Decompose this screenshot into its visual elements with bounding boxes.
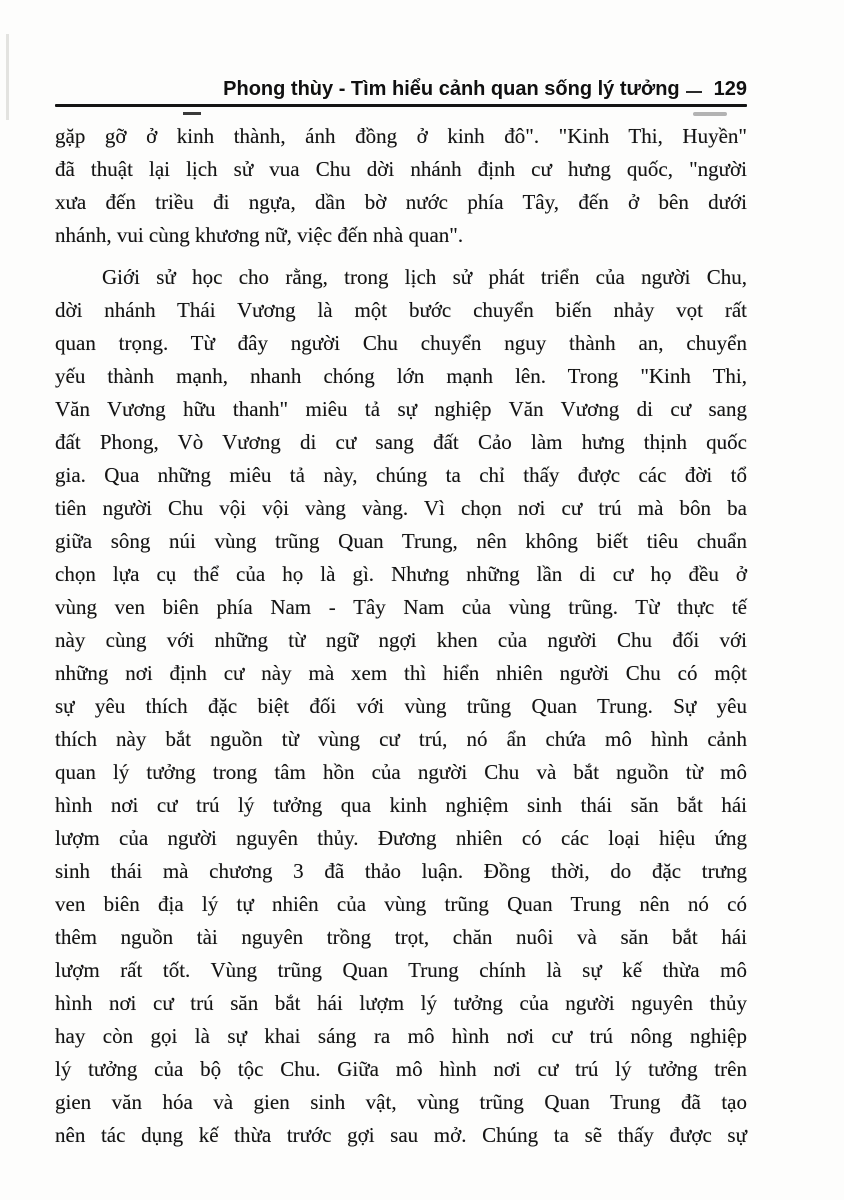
text-line: hình nơi cư trú lý tưởng qua kinh nghiệm sinh thái săn bắt hái: [55, 793, 747, 817]
text-line: hình nơi cư trú săn bắt hái lượm lý tưởng của người nguyên thủy: [55, 991, 747, 1015]
text-line: ven biên địa lý tự nhiên của vùng trũng Quan Trung nên nó có: [55, 892, 747, 916]
text-line: nên tác dụng kế thừa trước gợi sau mở. Chúng ta sẽ thấy được sự: [55, 1123, 747, 1147]
text-line: đã thuật lại lịch sử vua Chu dời nhánh định cư hưng quốc, "người: [55, 157, 747, 181]
page-number: 129: [713, 78, 747, 100]
text-block: [55, 120, 747, 1152]
text-line: chọn lựa cụ thể của họ là gì. Nhưng những lần di cư họ đều ở: [55, 562, 747, 586]
text-line: sự yêu thích đặc biệt đối với vùng trũng Quan Trung. Sự yêu: [55, 694, 747, 718]
text-line: yếu thành mạnh, nhanh chóng lớn mạnh lên. Trong "Kinh Thi,: [55, 364, 747, 388]
text-line: giữa sông núi vùng trũng Quan Trung, nên không biết tiêu chuẩn: [55, 529, 747, 553]
text-line: dời nhánh Thái Vương là một bước chuyển biến nhảy vọt rất: [55, 298, 747, 322]
text-line: lượm của người nguyên thủy. Đương nhiên có các loại hiệu ứng: [55, 826, 747, 850]
scan-artifact-smudge: [693, 112, 727, 116]
running-header: [55, 78, 747, 101]
text-line: hay còn gọi là sự khai sáng ra mô hình nơi cư trú nông nghiệp: [55, 1024, 747, 1048]
text-line: quan trọng. Từ đây người Chu chuyển nguy thành an, chuyển: [55, 331, 747, 355]
text-line: Giới sử học cho rằng, trong lịch sử phát triển của người Chu,: [102, 265, 747, 289]
text-line: sinh thái mà chương 3 đã thảo luận. Đồng thời, do đặc trưng: [55, 859, 747, 883]
running-header-title: Phong thùy - Tìm hiểu cảnh quan sống lý tưởng: [223, 78, 680, 100]
text-line: thêm nguồn tài nguyên trồng trọt, chăn nuôi và săn bắt hái: [55, 925, 747, 949]
text-line: lý tưởng của bộ tộc Chu. Giữa mô hình nơi cư trú lý tưởng trên: [55, 1057, 747, 1081]
text-line: gia. Qua những miêu tả này, chúng ta chỉ thấy được các đời tổ: [55, 463, 747, 487]
scan-artifact-edge-line: [6, 34, 9, 120]
text-line: nhánh, vui cùng khương nữ, việc đến nhà quan".: [55, 223, 464, 247]
text-line: này cùng với những từ ngữ ngợi khen của người Chu đối với: [55, 628, 747, 652]
scan-artifact-dash: [183, 112, 201, 115]
text-line: thích này bắt nguồn từ vùng cư trú, nó ẩn chứa mô hình cảnh: [55, 727, 747, 751]
paragraph: [55, 120, 747, 252]
text-line: quan lý tưởng trong tâm hồn của người Chu và bắt nguồn từ mô: [55, 760, 747, 784]
header-rule: [55, 104, 747, 107]
text-line: những nơi định cư này mà xem thì hiển nhiên người Chu có một: [55, 661, 747, 685]
text-line: Văn Vương hữu thanh" miêu tả sự nghiệp Văn Vương di cư sang: [55, 397, 747, 421]
text-line: đất Phong, Vò Vương di cư sang đất Cảo làm hưng thịnh quốc: [55, 430, 747, 454]
text-line: vùng ven biên phía Nam - Tây Nam của vùng trũng. Từ thực tế: [55, 595, 747, 619]
paragraph: [55, 261, 747, 1152]
scan-artifact-underscore: [686, 91, 702, 93]
text-line: gặp gỡ ở kinh thành, ánh đồng ở kinh đô". "Kinh Thi, Huyền": [55, 124, 747, 148]
text-line: lượm rất tốt. Vùng trũng Quan Trung chính là sự kế thừa mô: [55, 958, 747, 982]
text-line: gien văn hóa và gien sinh vật, vùng trũng Quan Trung đã tạo: [55, 1090, 747, 1114]
text-line: tiên người Chu vội vội vàng vàng. Vì chọn nơi cư trú mà bôn ba: [55, 496, 747, 520]
text-line: xưa đến triều đi ngựa, dần bờ nước phía Tây, đến ở bên dưới: [55, 190, 747, 214]
